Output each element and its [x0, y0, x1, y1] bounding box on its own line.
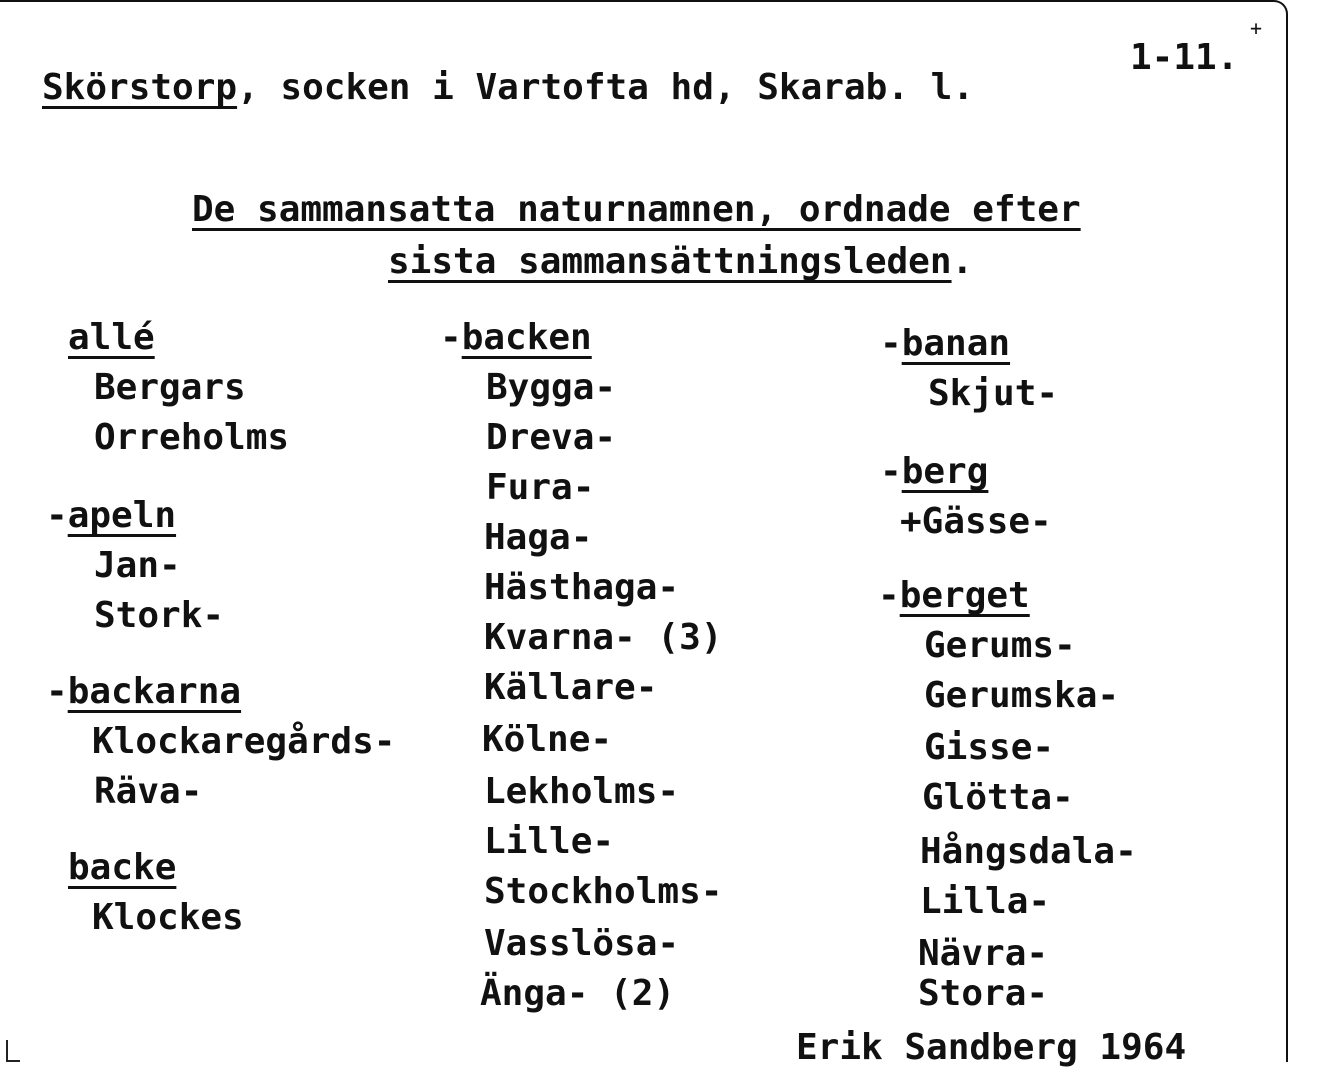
entry-item: Räva-	[94, 771, 203, 812]
entry-item: Kölne-	[482, 719, 613, 760]
entry-item: Nävra-	[918, 933, 1049, 974]
entry-item: Änga- (2)	[480, 973, 676, 1014]
title-line-2	[388, 241, 974, 282]
entry-item: Lilla-	[920, 881, 1051, 922]
entry-item: Hästhaga-	[484, 567, 680, 608]
heading-backarna: -backarna	[46, 671, 242, 712]
entry-item: Klockaregårds-	[92, 721, 396, 762]
entry-item: Skjut-	[928, 373, 1059, 414]
title-period: .	[951, 241, 974, 282]
entry-item: Bygga-	[486, 367, 617, 408]
entry-item: Lille-	[484, 821, 615, 862]
heading-backe: backe	[68, 847, 177, 888]
entry-item: Jan-	[94, 545, 181, 586]
heading-berg: -berg	[880, 451, 989, 492]
entry-item: Stockholms-	[484, 871, 723, 912]
title-line-2-text: sista sammansättningsleden	[388, 241, 952, 282]
signature: Erik Sandberg 1964	[796, 1027, 1187, 1068]
heading-alle: allé	[68, 317, 155, 358]
place-header	[42, 67, 974, 108]
place-description: , socken i Vartofta hd, Skarab. l.	[237, 67, 974, 108]
entry-item: Gerumska-	[924, 675, 1120, 716]
entry-item: Dreva-	[486, 417, 617, 458]
card-number: 1-11.	[1130, 37, 1239, 78]
entry-item: Gerums-	[924, 625, 1076, 666]
entry-item: Hångsdala-	[920, 831, 1137, 872]
entry-item: Fura-	[486, 467, 595, 508]
entry-item: Orreholms	[94, 417, 290, 458]
entry-item: Vasslösa-	[484, 923, 680, 964]
corner-mark: +	[1250, 16, 1263, 40]
entry-item: Stork-	[94, 595, 225, 636]
scan-corner-mark	[6, 1040, 20, 1062]
entry-item: Källare-	[484, 667, 658, 708]
heading-berget: -berget	[878, 575, 1030, 616]
entry-item: Klockes	[92, 897, 244, 938]
entry-item: Haga-	[484, 517, 593, 558]
place-name: Skörstorp	[42, 67, 238, 108]
entry-item: Bergars	[94, 367, 246, 408]
entry-item: Lekholms-	[484, 771, 680, 812]
entry-item: +Gässe-	[900, 501, 1052, 542]
entry-item: Stora-	[918, 973, 1049, 1014]
heading-backen: -backen	[440, 317, 592, 358]
heading-apeln: -apeln	[46, 495, 177, 536]
title-line-1: De sammansatta naturnamnen, ordnade efter	[192, 189, 1081, 230]
entry-item: Gisse-	[924, 727, 1055, 768]
heading-banan: -banan	[880, 323, 1011, 364]
entry-item: Kvarna- (3)	[484, 617, 723, 658]
entry-item: Glötta-	[922, 777, 1074, 818]
